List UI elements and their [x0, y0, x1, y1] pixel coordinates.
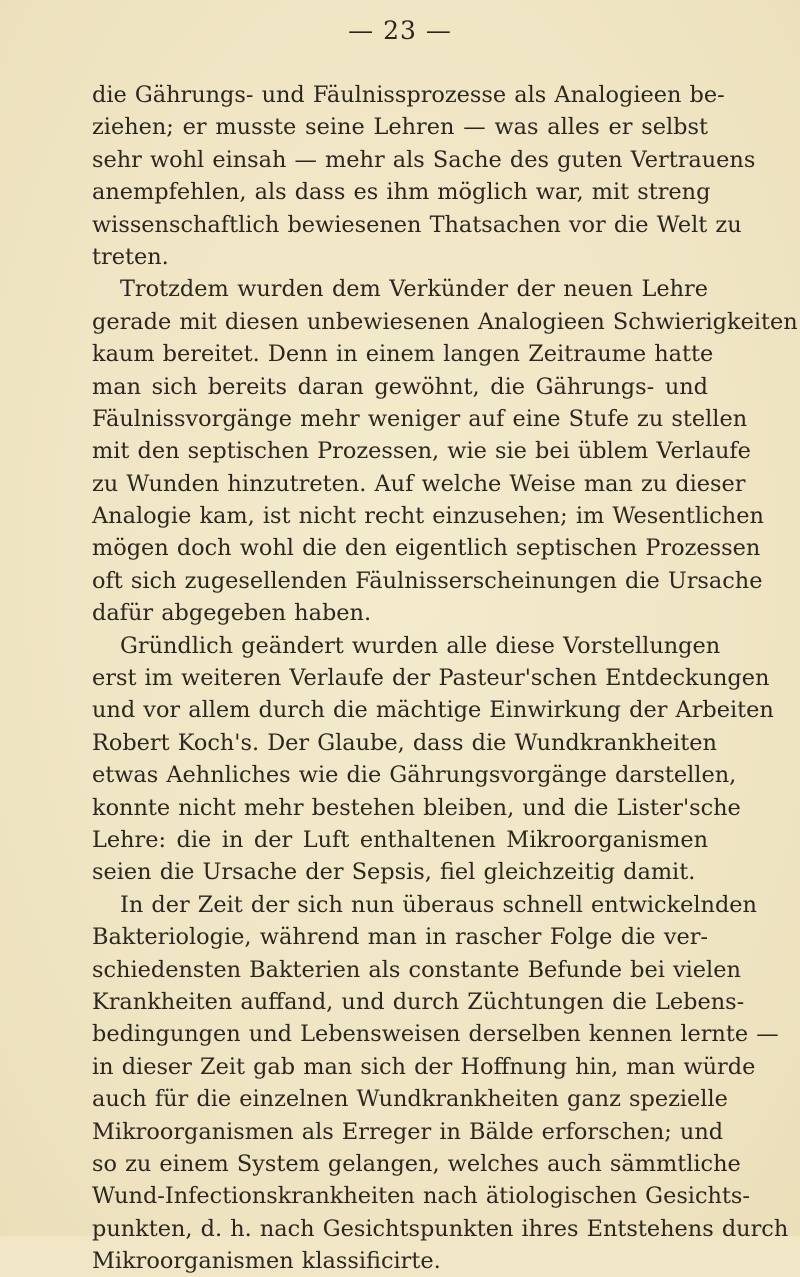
- text-line: anempfehlen, als dass es ihm möglich war, mit streng: [92, 179, 711, 206]
- text-line: gerade mit diesen unbewiesenen Analogieen Schwierigkeiten: [92, 308, 798, 335]
- text-line: In der Zeit der sich nun überaus schnell entwickelnden: [120, 891, 757, 918]
- text-line: Mikroorganismen klassificirte.: [92, 1248, 441, 1275]
- text-line: auch für die einzelnen Wundkrankheiten ganz spezielle: [92, 1086, 728, 1113]
- text-line: etwas Aehnliches wie die Gährungsvorgänge darstellen,: [92, 762, 737, 789]
- text-line: Wund-Infectionskrankheiten nach ätiologischen Gesichts-: [92, 1183, 750, 1210]
- text-line: Lehre: die in der Luft enthaltenen Mikroorganismen: [92, 826, 708, 853]
- text-line: erst im weiteren Verlaufe der Pasteur'schen Entdeckungen: [92, 665, 770, 692]
- text-line: seien die Ursache der Sepsis, fiel gleichzeitig damit.: [92, 859, 696, 886]
- text-line: bedingungen und Lebensweisen derselben kennen lernte —: [92, 1021, 779, 1048]
- text-line: zu Wunden hinzutreten. Auf welche Weise man zu dieser: [92, 470, 746, 497]
- text-line: Fäulnissvorgänge mehr weniger auf eine Stufe zu stellen: [92, 405, 748, 432]
- paragraph: [92, 889, 789, 1277]
- text-line: Mikroorganismen als Erreger in Bälde erforschen; und: [92, 1118, 724, 1145]
- text-line: treten.: [92, 243, 169, 270]
- page-number: — 23 —: [348, 16, 452, 45]
- paragraph: [92, 630, 774, 889]
- text-line: wissenschaftlich bewiesenen Thatsachen vor die Welt zu: [92, 211, 742, 238]
- text-line: konnte nicht mehr bestehen bleiben, und die Lister'sche: [92, 794, 741, 821]
- text-line: die Gährungs- und Fäulnissprozesse als Analogieen be-: [92, 82, 725, 108]
- text-line: dafür abgegeben haben.: [92, 600, 372, 627]
- text-line: Bakteriologie, während man in rascher Folge die ver-: [92, 924, 708, 951]
- text-line: so zu einem System gelangen, welches auch sämmtliche: [92, 1150, 741, 1177]
- text-line: Gründlich geändert wurden alle diese Vorstellungen: [120, 632, 721, 659]
- text-line: Krankheiten auffand, und durch Züchtungen die Lebens-: [92, 988, 745, 1015]
- text-line: sehr wohl einsah — mehr als Sache des guten Vertrauens: [92, 146, 756, 173]
- text-line: Analogie kam, ist nicht recht einzusehen; im Wesentlichen: [92, 503, 764, 530]
- text-line: oft sich zugesellenden Fäulnisserscheinungen die Ursache: [92, 567, 763, 594]
- text-line: und vor allem durch die mächtige Einwirkung der Arbeiten: [92, 697, 774, 724]
- text-line: in dieser Zeit gab man sich der Hoffnung hin, man würde: [92, 1053, 756, 1080]
- text-line: punkten, d. h. nach Gesichtspunkten ihres Entstehens durch: [92, 1215, 789, 1242]
- text-line: Robert Koch's. Der Glaube, dass die Wundkrankheiten: [92, 729, 717, 756]
- paragraph: [92, 273, 798, 629]
- text-line: mögen doch wohl die den eigentlich septischen Prozessen: [92, 535, 761, 562]
- body-text: [92, 79, 798, 1277]
- text-line: man sich bereits daran gewöhnt, die Gährungs- und: [92, 373, 708, 400]
- text-line: ziehen; er musste seine Lehren — was alles er selbst: [92, 114, 708, 141]
- text-line: kaum bereitet. Denn in einem langen Zeitraume hatte: [92, 341, 714, 368]
- text-line: schiedensten Bakterien als constante Befunde bei vielen: [92, 956, 741, 983]
- text-line: mit den septischen Prozessen, wie sie bei üblem Verlaufe: [92, 438, 751, 465]
- text-line: Trotzdem wurden dem Verkünder der neuen Lehre: [120, 276, 708, 303]
- paragraph: [92, 79, 756, 273]
